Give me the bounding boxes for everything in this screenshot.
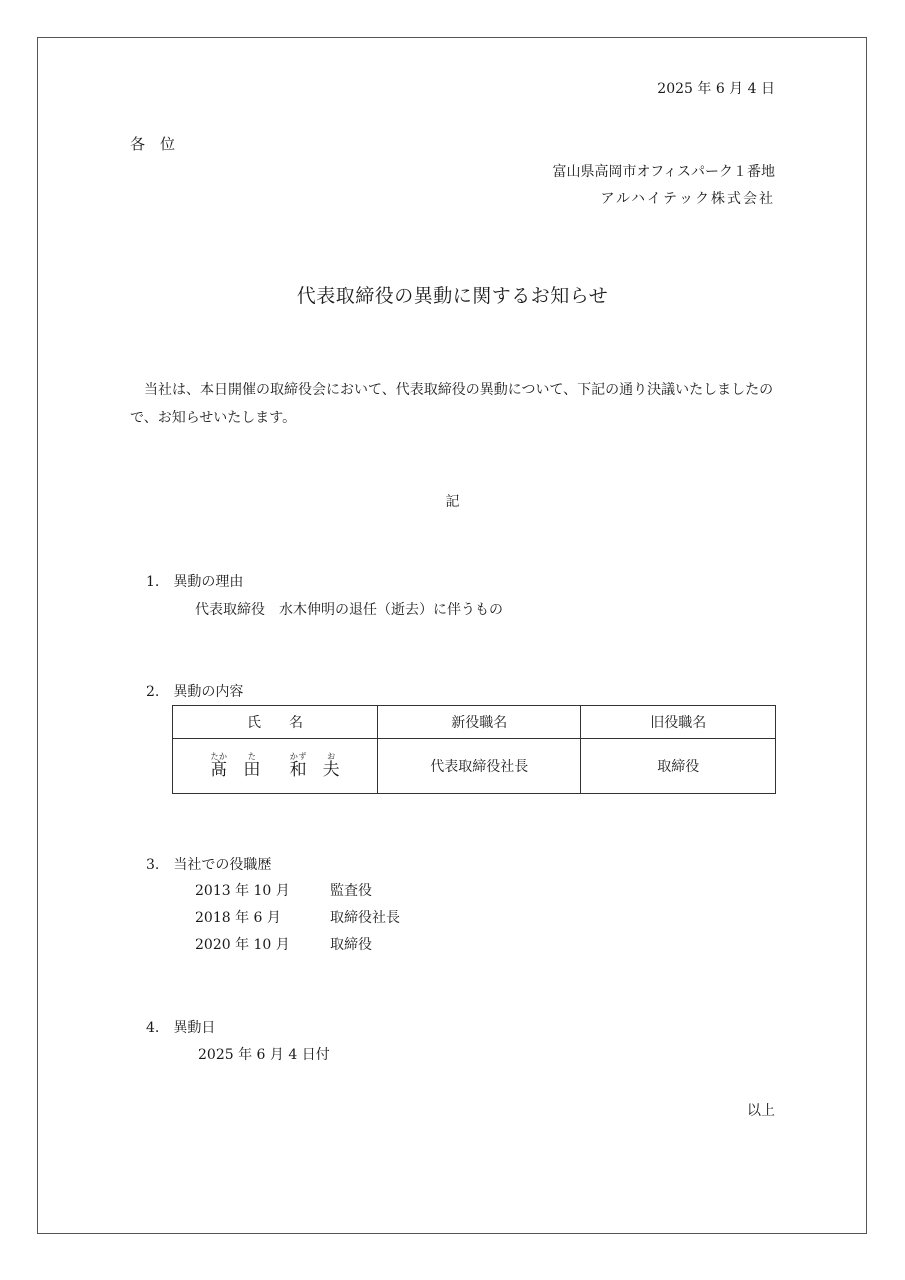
history-role: 取締役 xyxy=(330,937,372,953)
effective-date: 2025 年 6 月 4 日付 xyxy=(198,1047,330,1063)
closing-text: 以上 xyxy=(747,1103,775,1119)
company-name: アルハイテック株式会社 xyxy=(600,191,775,207)
history-role: 取締役社長 xyxy=(330,910,400,926)
table-header-name: 氏 名 xyxy=(173,706,378,739)
table-header-old-title: 旧役職名 xyxy=(581,706,776,739)
name-char: 髙たか xyxy=(210,752,228,780)
change-table xyxy=(172,705,776,794)
name-char: 田た xyxy=(243,752,261,780)
history-date: 2018 年 6 月 xyxy=(195,910,281,926)
person-name xyxy=(173,739,378,794)
history-role: 監査役 xyxy=(330,883,372,899)
section-content-heading: 2. 異動の内容 xyxy=(146,684,244,700)
history-item xyxy=(195,936,372,954)
table-header-new-title: 新役職名 xyxy=(377,706,580,739)
table-header-row xyxy=(173,706,776,739)
history-date: 2020 年 10 月 xyxy=(195,937,290,953)
document-date: 2025 年 6 月 4 日 xyxy=(657,81,775,97)
name-char: 和かず xyxy=(289,752,307,780)
history-item xyxy=(195,882,372,900)
intro-paragraph: 当社は、本日開催の取締役会において、代表取締役の異動について、下記の通り決議いたしましたので、お知らせいたします。 xyxy=(130,382,774,426)
section-date-heading: 4. 異動日 xyxy=(146,1020,216,1036)
history-date: 2013 年 10 月 xyxy=(195,883,290,899)
ki-heading: 記 xyxy=(445,494,460,510)
page-title: 代表取締役の異動に関するお知らせ xyxy=(296,285,609,307)
section-reason-heading: 1. 異動の理由 xyxy=(146,574,244,590)
name-char: 夫お xyxy=(322,752,340,780)
section-reason-text: 代表取締役 水木伸明の退任（逝去）に伴うもの xyxy=(195,602,503,618)
old-title-cell: 取締役 xyxy=(581,739,776,794)
section-history-heading: 3. 当社での役職歴 xyxy=(146,857,272,873)
new-title-cell: 代表取締役社長 xyxy=(377,739,580,794)
table-row xyxy=(173,739,776,794)
history-item xyxy=(195,909,400,927)
company-address: 富山県高岡市オフィスパーク１番地 xyxy=(552,164,775,180)
addressee: 各 位 xyxy=(130,135,176,153)
document-page xyxy=(37,37,867,1234)
